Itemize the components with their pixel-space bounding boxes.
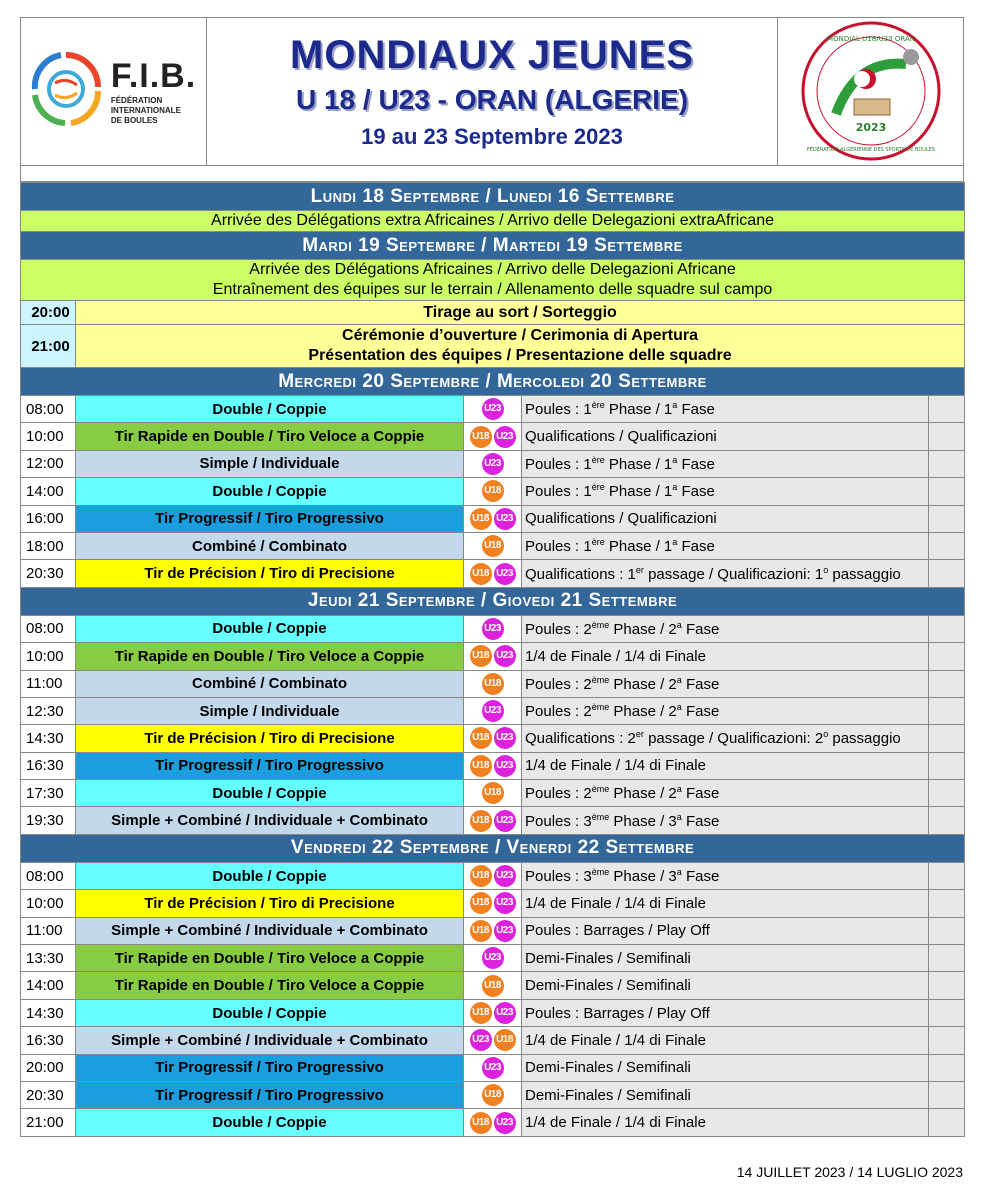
row-time: 12:00 bbox=[21, 450, 76, 477]
row-spare-cell bbox=[929, 1081, 965, 1108]
fib-line2: INTERNATIONALE bbox=[110, 106, 181, 115]
row-spare-cell bbox=[929, 1054, 965, 1081]
row-categories bbox=[464, 862, 522, 889]
row-categories bbox=[464, 972, 522, 999]
fib-logo bbox=[21, 18, 207, 165]
row-phase: Demi-Finales / Semifinali bbox=[522, 1054, 929, 1081]
day-note-row bbox=[21, 211, 965, 232]
row-time: 18:00 bbox=[21, 532, 76, 559]
document-header bbox=[20, 17, 964, 166]
row-phase: Demi-Finales / Semifinali bbox=[522, 972, 929, 999]
category-badge-u23: U23 bbox=[482, 618, 504, 640]
category-badge-u23: U23 bbox=[494, 645, 516, 667]
day-title: Vendredi 22 Septembre / Venerdi 22 Settembre bbox=[21, 834, 965, 862]
schedule-row bbox=[21, 532, 965, 559]
row-spare-cell bbox=[929, 670, 965, 697]
row-event: Tir de Précision / Tiro di Precisione bbox=[76, 725, 464, 752]
row-categories bbox=[464, 752, 522, 779]
row-event: Simple / Individuale bbox=[76, 697, 464, 724]
schedule-row bbox=[21, 615, 965, 642]
day-header bbox=[21, 587, 965, 615]
row-event: Tir Progressif / Tiro Progressivo bbox=[76, 505, 464, 532]
category-badge-u23: U23 bbox=[494, 865, 516, 887]
row-time: 20:30 bbox=[21, 560, 76, 587]
ceremony-time: 21:00 bbox=[21, 325, 76, 368]
row-event: Tir de Précision / Tiro di Precisione bbox=[76, 890, 464, 917]
day-title: Lundi 18 Septembre / Lunedi 16 Settembre bbox=[21, 183, 965, 211]
schedule-row bbox=[21, 999, 965, 1026]
row-spare-cell bbox=[929, 890, 965, 917]
ceremony-row bbox=[21, 325, 965, 368]
schedule-row bbox=[21, 780, 965, 807]
row-phase: 1/4 de Finale / 1/4 di Finale bbox=[522, 752, 929, 779]
row-time: 14:30 bbox=[21, 725, 76, 752]
category-badge-u18: U18 bbox=[482, 782, 504, 804]
row-phase: Qualifications : 1er passage / Qualificazioni: 1$^o$ passaggio bbox=[522, 560, 929, 587]
category-badge-u18: U18 bbox=[482, 535, 504, 557]
category-badge-u18: U18 bbox=[470, 426, 492, 448]
category-badge-u18: U18 bbox=[470, 727, 492, 749]
row-event: Double / Coppie bbox=[76, 615, 464, 642]
emblem-icon bbox=[796, 19, 946, 164]
ceremony-line: Cérémonie d’ouverture / Cerimonia di Apertura bbox=[342, 327, 698, 344]
category-badge-u18: U18 bbox=[494, 1029, 516, 1051]
row-phase: Poules : 2ème Phase / 2$^a$ Fase bbox=[522, 697, 929, 724]
row-phase: 1/4 de Finale / 1/4 di Finale bbox=[522, 1109, 929, 1136]
day-note bbox=[21, 260, 965, 301]
schedule-row bbox=[21, 423, 965, 450]
row-time: 14:00 bbox=[21, 972, 76, 999]
title-block bbox=[207, 18, 777, 165]
category-badge-u18: U18 bbox=[470, 865, 492, 887]
category-badge-u18: U18 bbox=[482, 975, 504, 997]
category-badge-u18: U18 bbox=[482, 1084, 504, 1106]
day-title: Jeudi 21 Septembre / Giovedi 21 Settembre bbox=[21, 587, 965, 615]
row-categories bbox=[464, 1027, 522, 1054]
row-phase: Poules : 1ère Phase / 1$^a$ Fase bbox=[522, 450, 929, 477]
ceremony-text bbox=[76, 325, 965, 368]
row-spare-cell bbox=[929, 505, 965, 532]
row-time: 13:30 bbox=[21, 945, 76, 972]
row-event: Simple / Individuale bbox=[76, 450, 464, 477]
row-categories bbox=[464, 615, 522, 642]
row-spare-cell bbox=[929, 423, 965, 450]
category-badge-u23: U23 bbox=[494, 727, 516, 749]
row-event: Tir Progressif / Tiro Progressivo bbox=[76, 1054, 464, 1081]
row-event: Double / Coppie bbox=[76, 780, 464, 807]
row-spare-cell bbox=[929, 396, 965, 423]
category-badge-u23: U23 bbox=[494, 563, 516, 585]
emblem-bottom-text: FÉDÉRATION ALGÉRIENNE DES SPORTS DE BOULES bbox=[806, 147, 935, 153]
row-event: Double / Coppie bbox=[76, 999, 464, 1026]
row-spare-cell bbox=[929, 532, 965, 559]
schedule-row bbox=[21, 972, 965, 999]
row-categories bbox=[464, 917, 522, 944]
row-categories bbox=[464, 999, 522, 1026]
schedule-row bbox=[21, 697, 965, 724]
category-badge-u23: U23 bbox=[482, 398, 504, 420]
row-categories bbox=[464, 725, 522, 752]
row-categories bbox=[464, 1054, 522, 1081]
day-header bbox=[21, 834, 965, 862]
row-event: Tir Rapide en Double / Tiro Veloce a Coppie bbox=[76, 423, 464, 450]
row-spare-cell bbox=[929, 807, 965, 834]
row-categories bbox=[464, 560, 522, 587]
row-categories bbox=[464, 396, 522, 423]
schedule-row bbox=[21, 725, 965, 752]
row-spare-cell bbox=[929, 780, 965, 807]
schedule-row bbox=[21, 505, 965, 532]
row-event: Simple + Combiné / Individuale + Combinato bbox=[76, 807, 464, 834]
row-time: 10:00 bbox=[21, 423, 76, 450]
row-categories bbox=[464, 450, 522, 477]
schedule-row bbox=[21, 917, 965, 944]
row-event: Simple + Combiné / Individuale + Combinato bbox=[76, 917, 464, 944]
row-time: 21:00 bbox=[21, 1109, 76, 1136]
row-phase: Poules : 1ère Phase / 1$^a$ Fase bbox=[522, 478, 929, 505]
fib-line3: DE BOULES bbox=[110, 116, 158, 125]
category-badge-u23: U23 bbox=[494, 426, 516, 448]
row-phase: Demi-Finales / Semifinali bbox=[522, 945, 929, 972]
emblem-year: 2023 bbox=[855, 121, 886, 134]
category-badge-u23: U23 bbox=[494, 892, 516, 914]
row-spare-cell bbox=[929, 862, 965, 889]
row-event: Double / Coppie bbox=[76, 1109, 464, 1136]
category-badge-u18: U18 bbox=[470, 1112, 492, 1134]
row-time: 16:00 bbox=[21, 505, 76, 532]
page-title: MONDIAUX JEUNES bbox=[290, 33, 694, 77]
emblem-top-text: MONDIAL U18/U23 ORAN bbox=[826, 35, 915, 43]
schedule-row bbox=[21, 752, 965, 779]
schedule-row bbox=[21, 862, 965, 889]
row-time: 10:00 bbox=[21, 643, 76, 670]
row-spare-cell bbox=[929, 917, 965, 944]
fib-line1: FÉDÉRATION bbox=[110, 96, 163, 105]
event-dates: 19 au 23 Septembre 2023 bbox=[361, 124, 623, 149]
row-event: Double / Coppie bbox=[76, 396, 464, 423]
event-emblem bbox=[777, 18, 963, 165]
row-time: 14:30 bbox=[21, 999, 76, 1026]
row-categories bbox=[464, 643, 522, 670]
ceremony-text bbox=[76, 301, 965, 325]
row-phase: Demi-Finales / Semifinali bbox=[522, 1081, 929, 1108]
row-phase: Poules : 3ème Phase / 3$^a$ Fase bbox=[522, 862, 929, 889]
row-phase: Qualifications / Qualificazioni bbox=[522, 505, 929, 532]
category-badge-u18: U18 bbox=[470, 1002, 492, 1024]
row-categories bbox=[464, 697, 522, 724]
row-categories bbox=[464, 505, 522, 532]
row-time: 10:00 bbox=[21, 890, 76, 917]
note-line: Arrivée des Délégations extra Africaines / Arrivo delle Delegazioni extraAfricane bbox=[211, 212, 774, 229]
row-time: 11:00 bbox=[21, 917, 76, 944]
ceremony-row bbox=[21, 301, 965, 325]
row-phase: Poules : 3ème Phase / 3$^a$ Fase bbox=[522, 807, 929, 834]
row-categories bbox=[464, 780, 522, 807]
note-line: Arrivée des Délégations Africaines / Arrivo delle Delegazioni Africane bbox=[249, 261, 736, 278]
row-time: 12:30 bbox=[21, 697, 76, 724]
row-categories bbox=[464, 670, 522, 697]
row-phase: Poules : Barrages / Play Off bbox=[522, 999, 929, 1026]
category-badge-u18: U18 bbox=[482, 480, 504, 502]
row-categories bbox=[464, 478, 522, 505]
day-note-row bbox=[21, 260, 965, 301]
document-date: 14 JUILLET 2023 / 14 LUGLIO 2023 bbox=[736, 1164, 963, 1180]
row-time: 19:30 bbox=[21, 807, 76, 834]
ceremony-line: Présentation des équipes / Presentazione delle squadre bbox=[308, 347, 732, 364]
category-badge-u23: U23 bbox=[494, 810, 516, 832]
category-badge-u18: U18 bbox=[482, 673, 504, 695]
row-event: Combiné / Combinato bbox=[76, 670, 464, 697]
row-spare-cell bbox=[929, 478, 965, 505]
category-badge-u23: U23 bbox=[470, 1029, 492, 1051]
row-spare-cell bbox=[929, 697, 965, 724]
schedule-row bbox=[21, 478, 965, 505]
row-event: Double / Coppie bbox=[76, 478, 464, 505]
schedule-row bbox=[21, 1081, 965, 1108]
row-event: Tir Progressif / Tiro Progressivo bbox=[76, 1081, 464, 1108]
category-badge-u23: U23 bbox=[482, 700, 504, 722]
day-note bbox=[21, 211, 965, 232]
row-event: Tir Rapide en Double / Tiro Veloce a Coppie bbox=[76, 643, 464, 670]
row-phase: Qualifications / Qualificazioni bbox=[522, 423, 929, 450]
category-badge-u18: U18 bbox=[470, 755, 492, 777]
row-categories bbox=[464, 807, 522, 834]
category-badge-u18: U18 bbox=[470, 920, 492, 942]
row-phase: Poules : 1ère Phase / 1$^a$ Fase bbox=[522, 532, 929, 559]
category-badge-u18: U18 bbox=[470, 892, 492, 914]
schedule-row bbox=[21, 1109, 965, 1136]
category-badge-u18: U18 bbox=[470, 563, 492, 585]
note-line: Entraînement des équipes sur le terrain / Allenamento delle squadre sul campo bbox=[212, 281, 773, 298]
row-time: 14:00 bbox=[21, 478, 76, 505]
category-badge-u23: U23 bbox=[482, 947, 504, 969]
day-header bbox=[21, 232, 965, 260]
row-categories bbox=[464, 1109, 522, 1136]
row-time: 17:30 bbox=[21, 780, 76, 807]
row-spare-cell bbox=[929, 945, 965, 972]
schedule-row bbox=[21, 890, 965, 917]
schedule-row bbox=[21, 643, 965, 670]
row-spare-cell bbox=[929, 999, 965, 1026]
row-spare-cell bbox=[929, 450, 965, 477]
category-badge-u18: U18 bbox=[470, 645, 492, 667]
day-header bbox=[21, 368, 965, 396]
row-time: 08:00 bbox=[21, 862, 76, 889]
schedule-row bbox=[21, 450, 965, 477]
row-categories bbox=[464, 1081, 522, 1108]
schedule-row bbox=[21, 560, 965, 587]
day-title: Mercredi 20 Septembre / Mercoledi 20 Settembre bbox=[21, 368, 965, 396]
row-time: 11:00 bbox=[21, 670, 76, 697]
row-phase: Poules : Barrages / Play Off bbox=[522, 917, 929, 944]
row-event: Combiné / Combinato bbox=[76, 532, 464, 559]
category-badge-u23: U23 bbox=[482, 1057, 504, 1079]
category-badge-u23: U23 bbox=[494, 1112, 516, 1134]
row-time: 16:30 bbox=[21, 1027, 76, 1054]
row-phase: 1/4 de Finale / 1/4 di Finale bbox=[522, 643, 929, 670]
row-phase: Poules : 2ème Phase / 2$^a$ Fase bbox=[522, 670, 929, 697]
row-event: Simple + Combiné / Individuale + Combinato bbox=[76, 1027, 464, 1054]
schedule-row bbox=[21, 807, 965, 834]
schedule-row bbox=[21, 1054, 965, 1081]
row-time: 08:00 bbox=[21, 615, 76, 642]
row-spare-cell bbox=[929, 615, 965, 642]
schedule-row bbox=[21, 396, 965, 423]
row-categories bbox=[464, 532, 522, 559]
ceremony-time: 20:00 bbox=[21, 301, 76, 325]
category-badge-u23: U23 bbox=[494, 920, 516, 942]
row-spare-cell bbox=[929, 752, 965, 779]
ceremony-line: Tirage au sort / Sorteggio bbox=[423, 303, 617, 321]
row-time: 08:00 bbox=[21, 396, 76, 423]
row-phase: 1/4 de Finale / 1/4 di Finale bbox=[522, 1027, 929, 1054]
header-spacer bbox=[20, 166, 964, 182]
category-badge-u18: U18 bbox=[470, 508, 492, 530]
row-phase: Poules : 2ème Phase / 2$^a$ Fase bbox=[522, 780, 929, 807]
row-spare-cell bbox=[929, 725, 965, 752]
category-badge-u23: U23 bbox=[482, 453, 504, 475]
row-time: 20:30 bbox=[21, 1081, 76, 1108]
row-phase: 1/4 de Finale / 1/4 di Finale bbox=[522, 890, 929, 917]
row-time: 16:30 bbox=[21, 752, 76, 779]
row-phase: Poules : 1ère Phase / 1$^a$ Fase bbox=[522, 396, 929, 423]
row-spare-cell bbox=[929, 972, 965, 999]
schedule-row bbox=[21, 670, 965, 697]
row-spare-cell bbox=[929, 643, 965, 670]
row-event: Tir Rapide en Double / Tiro Veloce a Coppie bbox=[76, 972, 464, 999]
row-spare-cell bbox=[929, 560, 965, 587]
fib-abbr: F.I.B. bbox=[110, 57, 197, 95]
row-categories bbox=[464, 945, 522, 972]
row-event: Tir Rapide en Double / Tiro Veloce a Coppie bbox=[76, 945, 464, 972]
row-spare-cell bbox=[929, 1109, 965, 1136]
schedule-row bbox=[21, 1027, 965, 1054]
category-badge-u23: U23 bbox=[494, 755, 516, 777]
day-title: Mardi 19 Septembre / Martedi 19 Settembre bbox=[21, 232, 965, 260]
fib-ring-icon bbox=[31, 47, 101, 137]
page-subtitle: U 18 / U23 - ORAN (ALGERIE) bbox=[295, 84, 689, 115]
row-phase: Qualifications : 2er passage / Qualificazioni: 2$^o$ passaggio bbox=[522, 725, 929, 752]
row-event: Tir de Précision / Tiro di Precisione bbox=[76, 560, 464, 587]
category-badge-u23: U23 bbox=[494, 508, 516, 530]
category-badge-u23: U23 bbox=[494, 1002, 516, 1024]
day-header bbox=[21, 183, 965, 211]
row-phase: Poules : 2ème Phase / 2$^a$ Fase bbox=[522, 615, 929, 642]
row-categories bbox=[464, 423, 522, 450]
row-categories bbox=[464, 890, 522, 917]
row-event: Double / Coppie bbox=[76, 862, 464, 889]
schedule-table bbox=[20, 182, 965, 1137]
row-time: 20:00 bbox=[21, 1054, 76, 1081]
category-badge-u18: U18 bbox=[470, 810, 492, 832]
schedule-row bbox=[21, 945, 965, 972]
row-spare-cell bbox=[929, 1027, 965, 1054]
row-event: Tir Progressif / Tiro Progressivo bbox=[76, 752, 464, 779]
